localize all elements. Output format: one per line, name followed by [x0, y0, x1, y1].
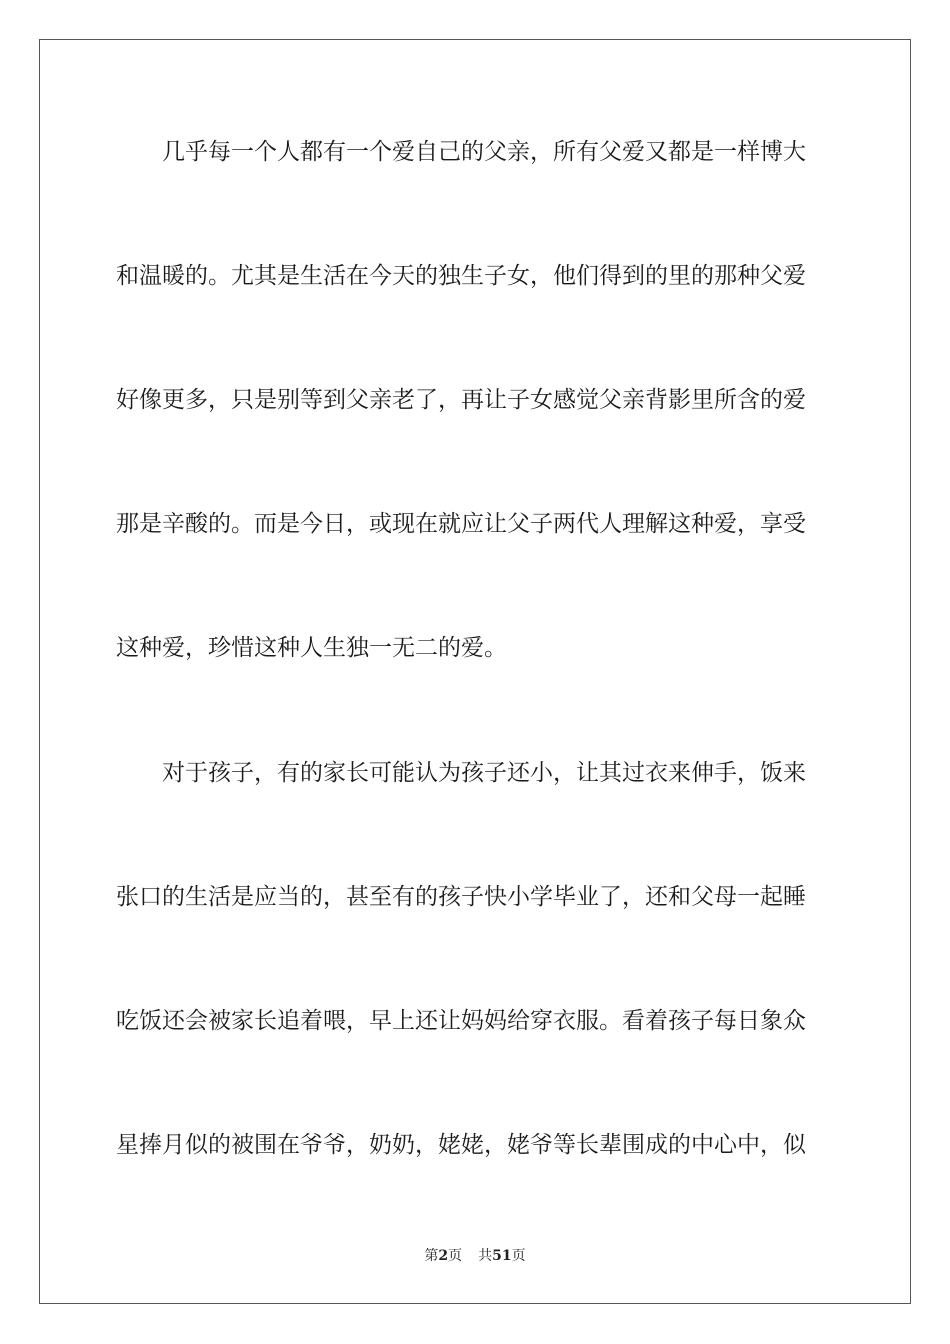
text-line-1: 几乎每一个人都有一个爱自己的父亲，所有父爱又都是一样博大	[116, 139, 806, 165]
page-prefix: 第	[424, 1248, 439, 1264]
text-line-8: 吃饭还会被家长追着喂，早上还让妈妈给穿衣服。看着孩子每日象众	[116, 1008, 806, 1034]
text-line-6: 对于孩子，有的家长可能认为孩子还小，让其过衣来伸手，饭来	[116, 760, 806, 786]
total-suffix: 页	[511, 1248, 526, 1264]
text-line-7: 张口的生活是应当的，甚至有的孩子快小学毕业了，还和父母一起睡	[116, 884, 806, 910]
text-line-5: 这种爱，珍惜这种人生独一无二的爱。	[116, 635, 507, 661]
page-border	[39, 39, 911, 1304]
text-line-3: 好像更多，只是别等到父亲老了，再让子女感觉父亲背影里所含的爱	[116, 387, 806, 413]
total-pages: 51	[492, 1248, 512, 1264]
text-line-9: 星捧月似的被围在爷爷，奶奶，姥姥，姥爷等长辈围成的中心中，似	[116, 1132, 806, 1158]
page-suffix: 页	[448, 1248, 463, 1264]
total-prefix: 共	[478, 1248, 493, 1264]
page-number: 2	[438, 1248, 449, 1264]
page-footer	[0, 1246, 950, 1266]
text-line-4: 那是辛酸的。而是今日，或现在就应让父子两代人理解这种爱，享受	[116, 511, 806, 537]
text-line-2: 和温暖的。尤其是生活在今天的独生子女，他们得到的里的那种父爱	[116, 263, 806, 289]
